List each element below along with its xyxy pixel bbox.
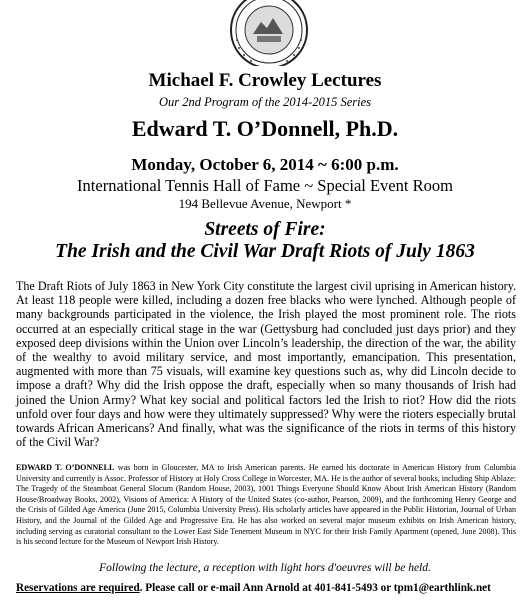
bio-name: EDWARD T. O’DONNELL — [16, 463, 115, 472]
speaker-bio — [16, 463, 516, 548]
reservation-label: Reservations are required — [16, 582, 140, 594]
lecture-series-title: Michael F. Crowley Lectures — [148, 70, 382, 91]
lecture-title-line2: The Irish and the Civil War Draft Riots of July 1863 — [55, 241, 475, 262]
lecture-title-line1: Streets of Fire: — [204, 219, 326, 240]
reservation-text: . Please call or e-mail Ann Arnold at 401-841-5493 or tpm1@earthlink.net — [139, 582, 491, 594]
event-venue: International Tennis Hall of Fame ~ Special Event Room — [77, 176, 453, 195]
speaker-name: Edward T. O’Donnell, Ph.D. — [131, 116, 399, 141]
historical-society-seal-icon — [227, 0, 311, 66]
event-date-time: Monday, October 6, 2014 ~ 6:00 p.m. — [131, 155, 399, 174]
event-address: 194 Bellevue Avenue, Newport * — [178, 196, 352, 211]
lecture-abstract: The Draft Riots of July 1863 in New York City constitute the largest civil uprising in American history. At least 118 people were killed, including a dozen free blacks who were lynched. Although people of many backgrounds participated in the violence, the Irish played the most prominent role. The riots occurred at an especially critical stage in the war (Gettysburg had concluded just days prior) and they exposed deep divisions within the Union over Lincoln’s leadership, the direction of the war, the ability of the wealthy to avoid military service, and most importantly, emancipation. This presentation, augmented with more than 75 visuals, will examine key questions such as, why did Lincoln decide to impose a draft? Why did the Irish oppose the draft, especially when so many thousands of Irish had joined the Union Army? What key social and political factors led the Irish to riot? How did the riots unfold over four days and how were they ultimately suppressed? Why were the rioters especially brutal towards African Americans? And finally, what was the significance of the riots in terms of this history of the Civil War? — [16, 279, 516, 450]
reservation-info — [16, 582, 526, 594]
reception-note: Following the lecture, a reception with light hors d'oeuvres will be held. — [99, 562, 431, 574]
program-subtitle: Our 2nd Program of the 2014-2015 Series — [158, 95, 372, 109]
bio-text: was born in Gloucester, MA to Irish American parents. He earned his doctorate in American History from Columbia University and currently is Assoc. Professor of History at Holy Cross College in Worcester, MA. He is the author of several books, including Ship Ablaze: The Tragedy of the Steamboat General Slocum (Random House, 2003), 1001 Things Everyone Should Know About Irish American History (Random House/Broadway Books, 2002), Visions of America: A History of the United States (co-author, Pearson, 2009), and the forthcoming Henry George and the Crisis of Gilded Age America (June 2015, Columbia University Press). His scholarly articles have appeared in the Public Historian, Journal of Urban History, and the Journal of the Gilded Age and Progressive Era. He has also worked on several major museum exhibits on Irish American history, including serving as curatorial consultant to the Lower East Side Tenement Museum in NYC for their Irish Family Apartment (opened, June 2008). This is his second lecture for the Museum of Newport Irish History. — [16, 463, 516, 547]
